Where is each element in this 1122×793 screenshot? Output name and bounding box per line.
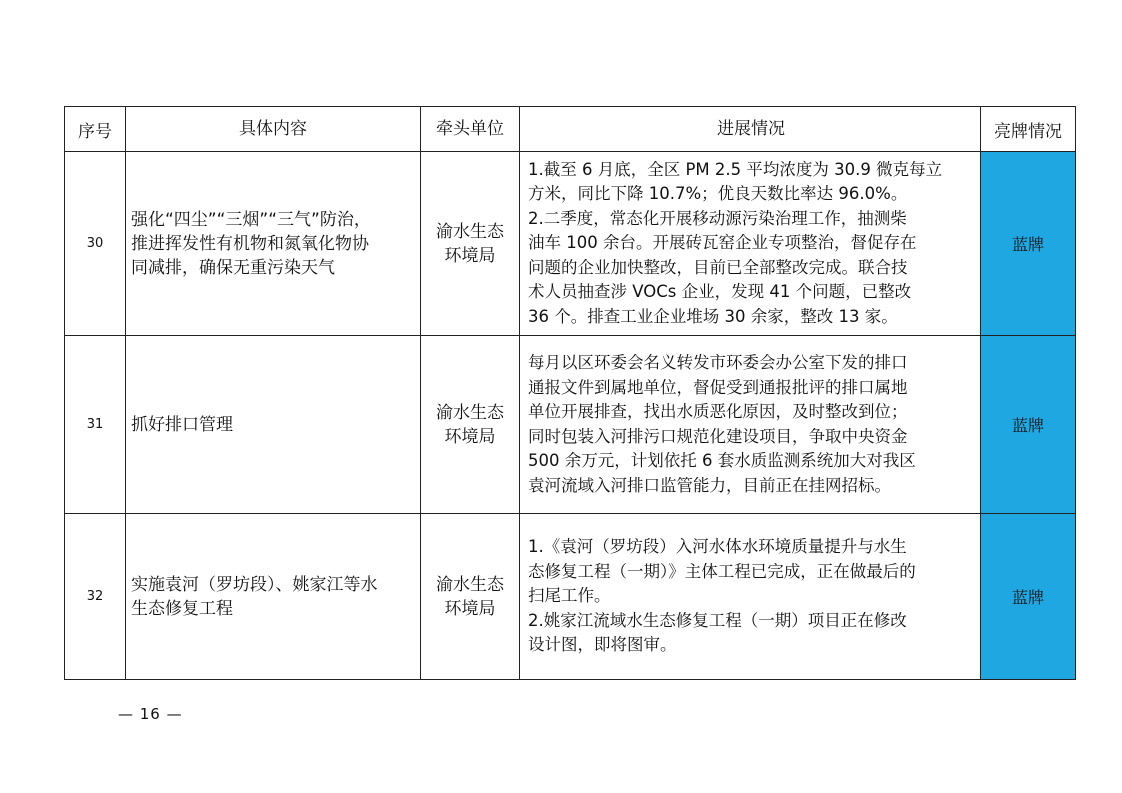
header-status: 亮牌情况 — [981, 107, 1076, 152]
table-row — [65, 514, 1076, 680]
progress-line: 2.二季度，常态化开展移动源污染治理工作，抽测柴 — [528, 208, 907, 228]
progress-line: 态修复工程（一期）》主体工程已完成，正在做最后的 — [528, 561, 916, 581]
unit-line: 渝水生态 — [436, 221, 504, 242]
progress-line: 2.姚家江流域水生态修复工程（一期）项目正在修改 — [528, 610, 907, 630]
row-number: 32 — [65, 514, 126, 680]
unit-line: 环境局 — [444, 245, 496, 266]
row-content — [126, 336, 421, 514]
progress-line: 36 个。排查工业企业堆场 30 余家，整改 13 家。 — [528, 306, 898, 326]
unit-line: 环境局 — [444, 426, 496, 447]
progress-line: 单位开展排查，找出水质恶化原因，及时整改到位； — [528, 402, 908, 421]
progress-line: 通报文件到属地单位，督促受到通报批评的排口属地 — [528, 377, 908, 397]
unit-line: 渝水生态 — [436, 574, 504, 595]
progress-line: 1.截至 6 月底，全区 PM 2.5 平均浓度为 30.9 微克每立 — [528, 159, 943, 179]
status-badge: 蓝牌 — [981, 514, 1076, 680]
content-line: 强化“四尘”“三烟”“三气”防治， — [131, 209, 371, 230]
progress-line: 扫尾工作。 — [528, 586, 611, 606]
table-row — [65, 152, 1076, 336]
row-progress — [520, 514, 981, 680]
progress-table — [64, 106, 1076, 680]
progress-line: 术人员抽查涉 VOCs 企业，发现 41 个问题，已整改 — [528, 282, 912, 302]
content-line: 实施袁河（罗坊段）、姚家江等水 — [131, 574, 378, 595]
content-line: 推进挥发性有机物和氮氧化物协 — [131, 233, 369, 254]
status-badge: 蓝牌 — [981, 336, 1076, 514]
table-header-row — [65, 107, 1076, 152]
header-progress: 进展情况 — [520, 107, 981, 152]
progress-line: 袁河流域入河排口监管能力，目前正在挂网招标。 — [528, 475, 891, 495]
row-content — [126, 152, 421, 336]
status-badge: 蓝牌 — [981, 152, 1076, 336]
progress-line: 设计图，即将图审。 — [528, 635, 677, 655]
content-line: 生态修复工程 — [131, 598, 233, 619]
row-unit — [421, 336, 520, 514]
row-unit — [421, 514, 520, 680]
unit-line: 渝水生态 — [436, 402, 504, 423]
progress-line: 方米，同比下降 10.7%；优良天数比率达 96.0%。 — [528, 184, 908, 204]
progress-line: 油车 100 余台。开展砖瓦窑企业专项整治，督促存在 — [528, 233, 917, 253]
progress-line: 每月以区环委会名义转发市环委会办公室下发的排口 — [528, 353, 908, 372]
header-num: 序号 — [65, 107, 126, 152]
row-progress — [520, 336, 981, 514]
table-row — [65, 336, 1076, 514]
page-number: — 16 — — [118, 705, 183, 723]
progress-line: 问题的企业加快整改，目前已全部整改完成。联合技 — [528, 257, 908, 277]
header-unit: 牵头单位 — [421, 107, 520, 152]
row-content — [126, 514, 421, 680]
row-number: 31 — [65, 336, 126, 514]
row-number: 30 — [65, 152, 126, 336]
row-unit — [421, 152, 520, 336]
unit-line: 环境局 — [444, 598, 496, 619]
progress-line: 同时包装入河排污口规范化建设项目，争取中央资金 — [528, 426, 908, 446]
progress-line: 500 余万元，计划依托 6 套水质监测系统加大对我区 — [528, 451, 916, 470]
row-progress — [520, 152, 981, 336]
progress-line: 1.《袁河（罗坊段）入河水体水环境质量提升与水生 — [528, 537, 907, 557]
content-line: 抓好排口管理 — [131, 414, 233, 435]
content-line: 同减排，确保无重污染天气 — [131, 257, 335, 278]
header-content: 具体内容 — [126, 107, 421, 152]
